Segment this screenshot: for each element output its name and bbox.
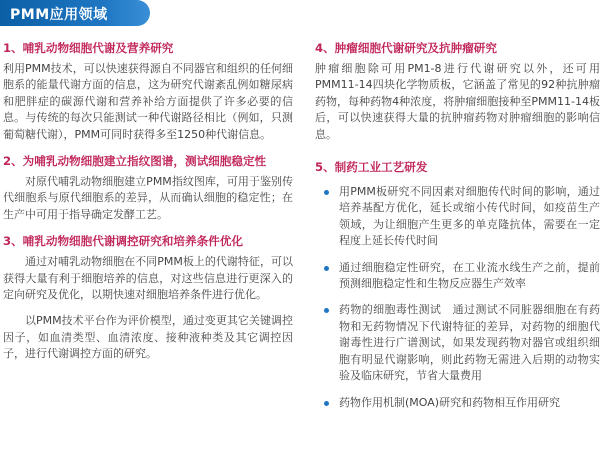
bullet-dot-icon [324,266,329,271]
section-2-heading: 2、为哺乳动物细胞建立指纹图谱，测试细胞稳定性 [3,154,267,169]
section-5 [315,159,600,411]
list-item-text: 药物作用机制(MOA)研究和药物相互作用研究 [339,395,561,409]
section-3-heading: 3、哺乳动物细胞代谢调控研究和培养条件优化 [3,234,243,249]
section-banner [0,0,150,26]
section-4-paragraph: 肿瘤细胞除可用PM1-8进行代谢研究以外，还可用PMM11-14四块化学物质板，它涵盖了常见的92种抗肿瘤药物，每种药物4种浓度，将肿瘤细胞接种至PMM11-14板后，可以快速获得大量的抗肿瘤药物对肿瘤细胞的影响信息。 [315,62,600,141]
section-3 [3,233,293,362]
section-2-paragraph: 对原代哺乳动物细胞建立PMM指纹图库，可用于鉴别传代细胞系与原代细胞系的差异，从而确认细胞的稳定性；在生产中可用于指导确定发酵工艺。 [3,175,293,221]
list-item-text: 药物的细胞毒性测试 通过测试不同脏器细胞在有药物和无药物情况下代谢特征的差异，对药物的细胞代谢毒性进行广谱测试，如果发现药物对器官或组织细胞有明显代谢影响，则此药物无需进入后期的动物实验及临床研究，节省大量费用 [339,303,600,383]
bullet-dot-icon [324,401,329,406]
list-item [315,395,600,411]
right-column [315,40,600,421]
section-1 [3,40,293,143]
section-3-paragraph-2: 以PMM技术平台作为评价模型，通过变更其它关键调控因子，如血清类型、血清浓度、接种液种类及其它调控因子，进行代谢调控方面的研究。 [3,314,293,361]
bullet-dot-icon [324,308,329,313]
list-item [315,260,600,293]
list-item [315,184,600,250]
list-item-text: 通过细胞稳定性研究，在工业流水线生产之前，提前预测细胞稳定性和生物反应器生产效率 [339,260,600,291]
list-item-text: 用PMM板研究不同因素对细胞传代时间的影响，通过培养基配方优化，延长或缩小传代时间，如疫苗生产领域，为让细胞产生更多的单克隆抗体，需要在一定程度上延长传代时间 [339,185,600,248]
bullet-dot-icon [324,190,329,195]
left-column [3,40,293,373]
banner-title: PMM应用领域 [10,7,108,23]
section-1-paragraph: 利用PMM技术，可以快速获得源自不同器官和组织的任何细胞系的能量代谢方面的信息，这为研究代谢紊乱例如糖尿病和肥胖症的碳源代谢和营养补给方面提供了许多必要的信息。与传统的每次只能测试一种代谢路径相比（例如，只测葡萄糖代谢），PMM可同时获得多至1250种代谢信息。 [3,62,293,141]
section-5-bullet-list [315,184,600,411]
list-item [315,302,600,384]
section-2 [3,153,293,223]
section-3-paragraph-1: 通过对哺乳动物细胞在不同PMM板上的代谢特征，可以获得大量有利于细胞培养的信息，对这些信息进行更深入的定向研究及优化，以期快速对细胞培养条件进行优化。 [3,255,293,302]
section-1-heading: 1、哺乳动物细胞代谢及营养研究 [3,41,174,55]
section-4-heading: 4、肿瘤细胞代谢研究及抗肿瘤研究 [315,41,497,55]
section-5-heading: 5、制药工业工艺研发 [315,160,428,175]
section-4 [315,40,600,143]
